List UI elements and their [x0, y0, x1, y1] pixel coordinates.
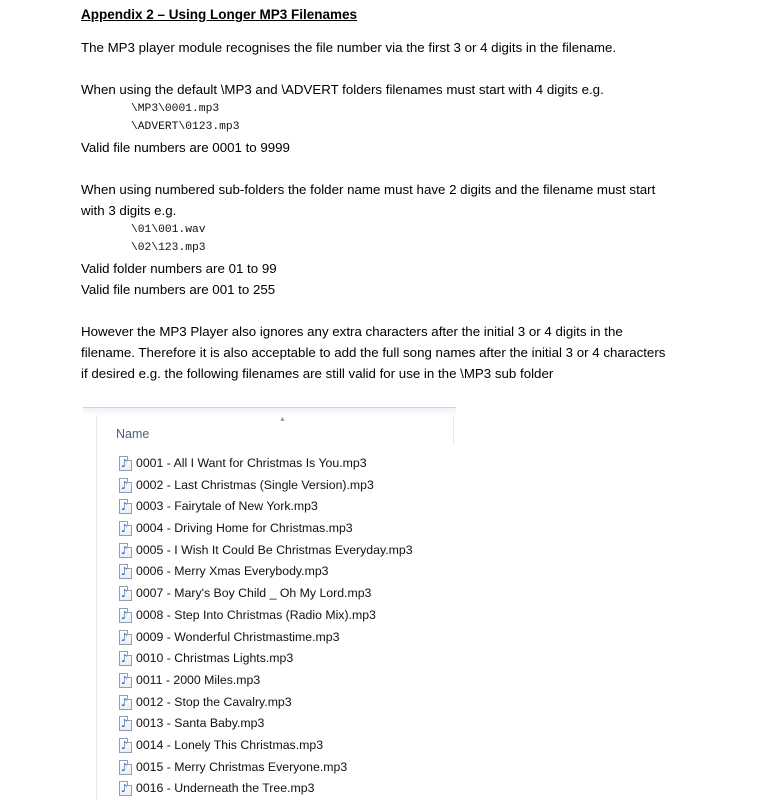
- audio-file-icon: [119, 586, 132, 601]
- audio-file-icon: [119, 521, 132, 536]
- file-row[interactable]: [83, 735, 456, 757]
- file-explorer-list: [83, 407, 456, 800]
- extra-chars-text: However the MP3 Player also ignores any extra characters after the initial 3 or 4 digits in the: [81, 324, 623, 339]
- file-name: 0009 - Wonderful Christmastime.mp3: [136, 629, 340, 644]
- audio-file-icon: [119, 781, 132, 796]
- file-row[interactable]: [83, 627, 456, 649]
- default-folders-text: When using the default \MP3 and \ADVERT folders filenames must start with 4 digits e.g.: [81, 82, 604, 97]
- audio-file-icon: [119, 673, 132, 688]
- file-row[interactable]: [83, 757, 456, 779]
- file-row[interactable]: [83, 713, 456, 735]
- file-row[interactable]: [83, 518, 456, 540]
- file-row[interactable]: [83, 648, 456, 670]
- file-row[interactable]: [83, 670, 456, 692]
- audio-file-icon: [119, 564, 132, 579]
- file-row[interactable]: [83, 778, 456, 800]
- audio-file-icon: [119, 630, 132, 645]
- numbered-folders-text: When using numbered sub-folders the folder name must have 2 digits and the filename must start: [81, 182, 656, 197]
- audio-file-icon: [119, 738, 132, 753]
- audio-file-icon: [119, 608, 132, 623]
- appendix-heading: Appendix 2 – Using Longer MP3 Filenames: [81, 7, 358, 22]
- file-row[interactable]: [83, 692, 456, 714]
- file-row[interactable]: [83, 583, 456, 605]
- file-name: 0004 - Driving Home for Christmas.mp3: [136, 521, 353, 536]
- valid-files-text: Valid file numbers are 001 to 255: [81, 282, 276, 297]
- file-name: 0003 - Fairytale of New York.mp3: [136, 499, 318, 514]
- audio-file-icon: [119, 716, 132, 731]
- file-name: 0011 - 2000 Miles.mp3: [136, 672, 261, 687]
- audio-file-icon: [119, 651, 132, 666]
- file-row[interactable]: [83, 540, 456, 562]
- file-row[interactable]: [83, 453, 456, 475]
- file-name: 0008 - Step Into Christmas (Radio Mix).mp3: [136, 607, 376, 622]
- valid-range-text: Valid file numbers are 0001 to 9999: [81, 140, 290, 155]
- file-name: 0013 - Santa Baby.mp3: [136, 716, 265, 731]
- intro-paragraph: The MP3 player module recognises the file number via the first 3 or 4 digits in the filename.: [81, 40, 617, 55]
- file-name: 0015 - Merry Christmas Everyone.mp3: [136, 759, 348, 774]
- example-path: \MP3\0001.mp3: [131, 103, 220, 115]
- example-path: \01\001.wav: [131, 224, 206, 236]
- file-name: 0001 - All I Want for Christmas Is You.mp3: [136, 456, 367, 470]
- extra-chars-text: filename. Therefore it is also acceptable to add the full song names after the initial 3 or 4 characters: [81, 345, 666, 360]
- file-name: 0002 - Last Christmas (Single Version).mp3: [136, 477, 374, 492]
- audio-file-icon: [119, 499, 132, 514]
- example-path: \02\123.mp3: [131, 242, 206, 254]
- sort-ascending-icon[interactable]: ▲: [279, 416, 286, 423]
- audio-file-icon: [119, 695, 132, 710]
- audio-file-icon: [119, 478, 132, 493]
- file-rows: [83, 453, 456, 800]
- file-name: 0010 - Christmas Lights.mp3: [136, 651, 294, 666]
- audio-file-icon: [119, 543, 132, 558]
- file-name: 0006 - Merry Xmas Everybody.mp3: [136, 564, 329, 579]
- file-row[interactable]: [83, 496, 456, 518]
- example-path: \ADVERT\0123.mp3: [131, 121, 240, 133]
- file-name: 0005 - I Wish It Could Be Christmas Everyday.mp3: [136, 542, 413, 557]
- extra-chars-text: if desired e.g. the following filenames are still valid for use in the \MP3 sub folder: [81, 366, 554, 381]
- file-name: 0014 - Lonely This Christmas.mp3: [136, 737, 324, 752]
- file-row[interactable]: [83, 561, 456, 583]
- audio-file-icon: [119, 760, 132, 775]
- file-row[interactable]: [83, 475, 456, 497]
- file-name: 0012 - Stop the Cavalry.mp3: [136, 694, 292, 709]
- column-header-name[interactable]: Name: [116, 427, 150, 441]
- file-name: 0007 - Mary's Boy Child _ Oh My Lord.mp3: [136, 586, 372, 601]
- file-row[interactable]: [83, 605, 456, 627]
- file-name: 0016 - Underneath the Tree.mp3: [136, 781, 315, 796]
- explorer-header-bar: [83, 407, 456, 416]
- audio-file-icon: [119, 456, 132, 471]
- valid-folders-text: Valid folder numbers are 01 to 99: [81, 261, 277, 276]
- numbered-folders-text: with 3 digits e.g.: [81, 203, 177, 218]
